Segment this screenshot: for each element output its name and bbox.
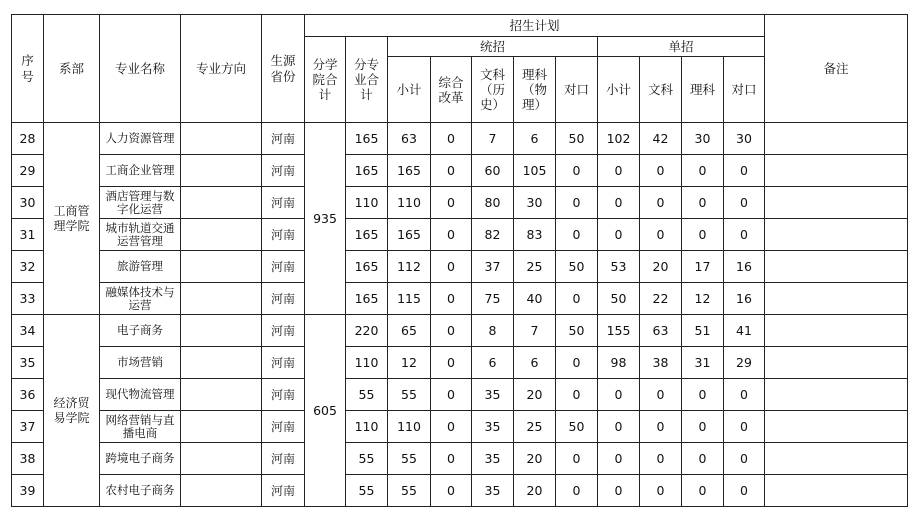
cell-major: 城市轨道交通运营管理 [100,219,181,251]
dept-label: 工商管理学院 [53,203,90,233]
cell-remark [765,379,908,411]
cell-province: 河南 [262,219,305,251]
cell-tz-sci: 6 [514,347,556,379]
cell-seq: 29 [12,155,44,187]
table-row [12,123,908,155]
cell-tz-subtotal: 12 [388,347,431,379]
cell-direction [181,219,262,251]
cell-tz-sci: 25 [514,251,556,283]
cell-major: 酒店管理与数字化运营 [100,187,181,219]
cell-direction [181,411,262,443]
cell-tz-subtotal: 55 [388,379,431,411]
cell-dz-sci: 0 [682,155,724,187]
cell-tz-reform: 0 [431,411,472,443]
cell-tz-reform: 0 [431,315,472,347]
header-tongzhao: 统招 [388,37,598,57]
cell-tz-subtotal: 110 [388,187,431,219]
cell-remark [765,315,908,347]
table-row [12,283,908,315]
cell-major-total: 165 [346,251,388,283]
header-tz-subtotal: 小计 [388,57,431,123]
header-plan: 招生计划 [305,15,765,37]
cell-dz-arts: 0 [640,379,682,411]
cell-tz-arts: 6 [472,347,514,379]
enrollment-plan-table [11,14,908,507]
cell-dz-subtotal: 53 [598,251,640,283]
cell-dz-sci: 0 [682,219,724,251]
header-tz-reform: 综合改革 [431,57,472,123]
cell-major-total: 55 [346,379,388,411]
cell-dz-sci: 31 [682,347,724,379]
cell-seq: 33 [12,283,44,315]
cell-dz-dk: 29 [724,347,765,379]
cell-province: 河南 [262,443,305,475]
cell-dz-dk: 41 [724,315,765,347]
cell-tz-reform: 0 [431,379,472,411]
cell-dz-dk: 16 [724,251,765,283]
cell-dz-sci: 17 [682,251,724,283]
header-dz-subtotal: 小计 [598,57,640,123]
cell-tz-arts: 75 [472,283,514,315]
cell-dz-subtotal: 0 [598,155,640,187]
cell-dz-sci: 30 [682,123,724,155]
cell-tz-sci: 105 [514,155,556,187]
cell-direction [181,443,262,475]
table-body [12,123,908,507]
cell-direction [181,315,262,347]
cell-college-total: 935 [305,123,346,315]
cell-major-total: 165 [346,219,388,251]
cell-dz-subtotal: 50 [598,283,640,315]
cell-tz-dk: 50 [556,251,598,283]
cell-tz-subtotal: 165 [388,219,431,251]
cell-tz-arts: 82 [472,219,514,251]
cell-remark [765,155,908,187]
cell-province: 河南 [262,155,305,187]
header-direction: 专业方向 [181,15,262,123]
header-dept: 系部 [44,15,100,123]
cell-dz-arts: 63 [640,315,682,347]
cell-direction [181,475,262,507]
cell-tz-sci: 20 [514,443,556,475]
cell-direction [181,283,262,315]
cell-dz-dk: 0 [724,443,765,475]
cell-tz-arts: 35 [472,443,514,475]
cell-dz-arts: 20 [640,251,682,283]
cell-dz-sci: 0 [682,379,724,411]
header-dz-arts: 文科 [640,57,682,123]
cell-province: 河南 [262,315,305,347]
cell-dz-dk: 0 [724,475,765,507]
table-row [12,155,908,187]
cell-dz-arts: 0 [640,475,682,507]
cell-dz-dk: 16 [724,283,765,315]
table-row [12,475,908,507]
cell-dz-subtotal: 0 [598,379,640,411]
cell-tz-subtotal: 55 [388,443,431,475]
cell-province: 河南 [262,251,305,283]
cell-direction [181,347,262,379]
cell-dz-sci: 51 [682,315,724,347]
cell-major-total: 165 [346,123,388,155]
cell-seq: 32 [12,251,44,283]
cell-tz-dk: 0 [556,347,598,379]
cell-tz-sci: 20 [514,475,556,507]
cell-tz-subtotal: 112 [388,251,431,283]
cell-remark [765,411,908,443]
table-row [12,251,908,283]
cell-dz-arts: 0 [640,155,682,187]
header-tz-sci: 理科（物理） [514,57,556,123]
cell-dz-dk: 30 [724,123,765,155]
cell-major: 电子商务 [100,315,181,347]
cell-major: 融媒体技术与运营 [100,283,181,315]
cell-dept [44,315,100,507]
header-seq: 序号 [12,15,44,123]
cell-tz-subtotal: 65 [388,315,431,347]
cell-province: 河南 [262,475,305,507]
cell-dz-subtotal: 0 [598,411,640,443]
cell-tz-sci: 25 [514,411,556,443]
cell-tz-reform: 0 [431,251,472,283]
table-row [12,347,908,379]
cell-tz-reform: 0 [431,283,472,315]
cell-dz-subtotal: 0 [598,187,640,219]
cell-remark [765,251,908,283]
cell-tz-arts: 7 [472,123,514,155]
cell-major-total: 110 [346,187,388,219]
cell-tz-arts: 80 [472,187,514,219]
cell-tz-reform: 0 [431,443,472,475]
cell-province: 河南 [262,411,305,443]
header-major: 专业名称 [100,15,181,123]
cell-seq: 39 [12,475,44,507]
cell-tz-dk: 50 [556,315,598,347]
cell-province: 河南 [262,347,305,379]
cell-province: 河南 [262,187,305,219]
cell-major: 网络营销与直播电商 [100,411,181,443]
cell-dz-arts: 42 [640,123,682,155]
cell-tz-sci: 40 [514,283,556,315]
cell-seq: 34 [12,315,44,347]
cell-seq: 31 [12,219,44,251]
cell-tz-dk: 50 [556,123,598,155]
cell-tz-sci: 30 [514,187,556,219]
cell-tz-subtotal: 115 [388,283,431,315]
cell-remark [765,475,908,507]
cell-seq: 30 [12,187,44,219]
cell-tz-arts: 35 [472,379,514,411]
cell-tz-subtotal: 165 [388,155,431,187]
table-row [12,443,908,475]
cell-seq: 35 [12,347,44,379]
cell-remark [765,443,908,475]
cell-major-total: 165 [346,155,388,187]
cell-province: 河南 [262,283,305,315]
cell-tz-arts: 35 [472,411,514,443]
cell-dz-subtotal: 0 [598,443,640,475]
cell-major: 农村电子商务 [100,475,181,507]
cell-dz-subtotal: 98 [598,347,640,379]
cell-dz-sci: 0 [682,187,724,219]
cell-dz-sci: 0 [682,443,724,475]
cell-dz-arts: 0 [640,187,682,219]
cell-remark [765,219,908,251]
cell-tz-subtotal: 55 [388,475,431,507]
table-row [12,187,908,219]
cell-dz-subtotal: 102 [598,123,640,155]
cell-dz-arts: 0 [640,443,682,475]
cell-tz-reform: 0 [431,475,472,507]
cell-dz-arts: 0 [640,219,682,251]
cell-dept [44,123,100,315]
cell-dz-dk: 0 [724,379,765,411]
cell-dz-arts: 22 [640,283,682,315]
cell-seq: 37 [12,411,44,443]
cell-remark [765,187,908,219]
cell-tz-arts: 60 [472,155,514,187]
cell-dz-sci: 12 [682,283,724,315]
cell-tz-dk: 0 [556,379,598,411]
cell-dz-arts: 38 [640,347,682,379]
header-remark: 备注 [765,15,908,123]
cell-dz-sci: 0 [682,411,724,443]
cell-tz-subtotal: 110 [388,411,431,443]
header-tz-dk: 对口 [556,57,598,123]
cell-tz-reform: 0 [431,219,472,251]
cell-major: 旅游管理 [100,251,181,283]
cell-tz-dk: 0 [556,283,598,315]
cell-province: 河南 [262,123,305,155]
cell-major-total: 165 [346,283,388,315]
cell-major-total: 220 [346,315,388,347]
cell-tz-arts: 8 [472,315,514,347]
cell-major: 人力资源管理 [100,123,181,155]
cell-dz-arts: 0 [640,411,682,443]
cell-tz-dk: 0 [556,443,598,475]
header-college-total: 分学院合计 [305,37,346,123]
cell-tz-dk: 0 [556,187,598,219]
header-tz-arts: 文科（历史） [472,57,514,123]
cell-province: 河南 [262,379,305,411]
cell-tz-dk: 50 [556,411,598,443]
cell-tz-dk: 0 [556,475,598,507]
cell-tz-arts: 35 [472,475,514,507]
cell-dz-sci: 0 [682,475,724,507]
cell-major: 现代物流管理 [100,379,181,411]
cell-dz-dk: 0 [724,219,765,251]
cell-tz-reform: 0 [431,347,472,379]
header-dz-dk: 对口 [724,57,765,123]
cell-tz-dk: 0 [556,155,598,187]
header-major-total: 分专业合计 [346,37,388,123]
cell-tz-sci: 6 [514,123,556,155]
cell-remark [765,347,908,379]
header-province: 生源省份 [262,15,305,123]
cell-direction [181,187,262,219]
cell-remark [765,283,908,315]
cell-dz-subtotal: 0 [598,475,640,507]
table-row [12,219,908,251]
cell-college-total: 605 [305,315,346,507]
cell-major: 工商企业管理 [100,155,181,187]
cell-direction [181,379,262,411]
cell-dz-dk: 0 [724,187,765,219]
cell-tz-reform: 0 [431,187,472,219]
cell-seq: 36 [12,379,44,411]
cell-major-total: 110 [346,411,388,443]
cell-major: 市场营销 [100,347,181,379]
cell-remark [765,123,908,155]
cell-dz-dk: 0 [724,155,765,187]
cell-seq: 28 [12,123,44,155]
cell-tz-arts: 37 [472,251,514,283]
cell-tz-sci: 83 [514,219,556,251]
dept-label: 经济贸易学院 [53,395,90,425]
cell-direction [181,123,262,155]
cell-major-total: 55 [346,475,388,507]
header-dz-sci: 理科 [682,57,724,123]
cell-tz-reform: 0 [431,155,472,187]
cell-major: 跨境电子商务 [100,443,181,475]
cell-tz-reform: 0 [431,123,472,155]
cell-tz-dk: 0 [556,219,598,251]
cell-tz-subtotal: 63 [388,123,431,155]
cell-tz-sci: 20 [514,379,556,411]
table-row [12,411,908,443]
table-row [12,379,908,411]
cell-direction [181,251,262,283]
cell-major-total: 55 [346,443,388,475]
cell-dz-subtotal: 155 [598,315,640,347]
header-danzhao: 单招 [598,37,765,57]
cell-tz-sci: 7 [514,315,556,347]
cell-seq: 38 [12,443,44,475]
table-row [12,315,908,347]
cell-direction [181,155,262,187]
cell-dz-subtotal: 0 [598,219,640,251]
cell-major-total: 110 [346,347,388,379]
cell-dz-dk: 0 [724,411,765,443]
